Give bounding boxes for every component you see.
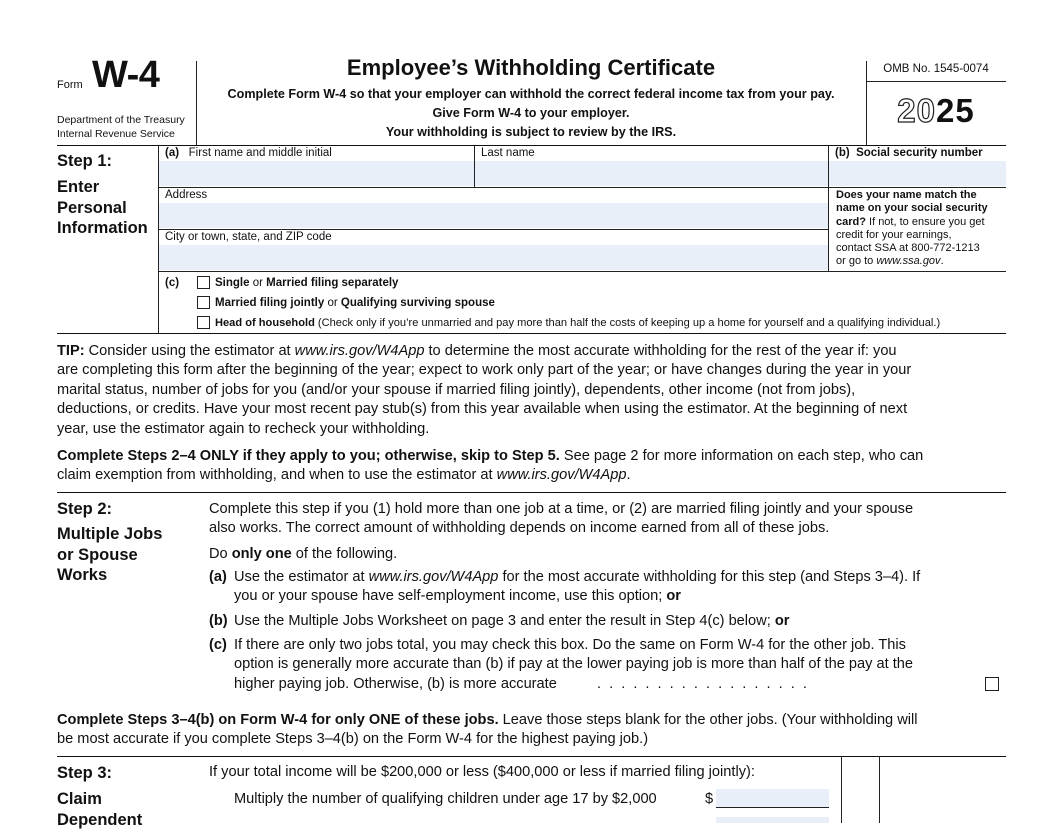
head-of-household-label: Head of household (Check only if you’re unmarried and pay more than half the costs of keeping up a home for yourself and a qualifying individual.) — [215, 317, 941, 329]
option-a-tag: (a) — [209, 569, 227, 585]
option-c-tag: (c) — [209, 637, 227, 653]
form-subtitle-1: Complete Form W-4 so that your employer can withhold the correct federal income tax from your pay. — [227, 87, 835, 101]
option-a-text: Use the estimator at www.irs.gov/W4App for the most accurate withholding for this step (and Steps 3–4). If you or your spouse have self-employment income, use this option; or — [234, 569, 921, 605]
last-name-input[interactable] — [475, 161, 828, 186]
department-name: Department of the Treasury — [57, 114, 185, 126]
address-input[interactable] — [159, 203, 828, 228]
estimator-link[interactable]: www.irs.gov/W4App — [294, 343, 425, 359]
leader-dots: . . . . . . . . . . . . . . . . . . — [597, 676, 809, 692]
omb-number: OMB No. 1545-0074 — [883, 63, 989, 75]
option-c-text: If there are only two jobs total, you may check this box. Do the same on Form W-4 for the other job. This option is generally more accurate than (b) if pay at the lower paying job is more than half of the pay at the higher paying job. Otherwise, (b) is more accurate — [234, 637, 913, 692]
head-of-household-checkbox[interactable] — [197, 316, 210, 329]
form-label: Form — [57, 79, 83, 91]
single-checkbox[interactable] — [197, 276, 210, 289]
tax-year-solid: 25 — [936, 92, 975, 129]
complete-steps-3-4-note: Complete Steps 3–4(b) on Form W-4 for only ONE of these jobs. Leave those steps blank for the other jobs. (Your withholding will be most accurate if you complete Steps 3–4(b) on the Form W-4 for the highest paying job.) — [57, 712, 918, 748]
qualifying-children-label: Multiply the number of qualifying children under age 17 by $2,000 — [234, 791, 657, 807]
step3-intro: If your total income will be $200,000 or less ($400,000 or less if married filing jointly): — [209, 764, 755, 780]
ssn-label: (b) Social security number — [835, 147, 983, 159]
tax-year-outline: 20 — [897, 92, 936, 129]
form-title: Employee’s Withholding Certificate — [346, 55, 716, 80]
tax-year — [866, 92, 1006, 130]
filing-status-tag: (c) — [165, 277, 180, 289]
form-number: W-4 — [92, 54, 160, 96]
step2-title: Multiple Jobs or Spouse Works — [57, 525, 163, 584]
two-jobs-checkbox[interactable] — [985, 677, 999, 691]
step2-intro: Complete this step if you (1) hold more than one job at a time, or (2) are married filing jointly and your spouse also works. The correct amount of withholding depends on income earned from all of these jobs. — [209, 501, 914, 537]
first-name-label: (a) First name and middle initial — [165, 147, 332, 159]
other-dependents-amount-input[interactable] — [716, 817, 829, 823]
step2-instruction: Do only one of the following. — [209, 546, 398, 562]
address-label: Address — [165, 189, 208, 201]
ssn-input[interactable] — [829, 161, 1006, 186]
form-subtitle-2: Give Form W-4 to your employer. — [432, 106, 630, 120]
step3-title: Claim Dependent — [57, 790, 143, 829]
estimator-link-2[interactable]: www.irs.gov/W4App — [496, 467, 627, 484]
complete-steps-note: Complete Steps 2–4 ONLY if they apply to you; otherwise, skip to Step 5. See page 2 for more information on each step, who can claim exemption from withholding, and when to use the estimator at www.irs.gov/W4App. — [57, 448, 924, 484]
ssa-name-match-note: Does your name match the name on your social security card? If not, to ensure you get credit for your earnings, contact SSA at 800-772-1213 or go to www.ssa.gov. — [836, 189, 988, 268]
agency-name: Internal Revenue Service — [57, 128, 175, 140]
option-b-text: Use the Multiple Jobs Worksheet on page 3 and enter the result in Step 4(c) below; or — [234, 613, 790, 629]
step3-label: Step 3: — [57, 764, 113, 782]
ssa-link[interactable]: www.ssa.gov — [876, 255, 941, 268]
form-subtitle-3: Your withholding is subject to review by the IRS. — [385, 125, 677, 139]
step2-label: Step 2: — [57, 500, 113, 518]
city-state-zip-label: City or town, state, and ZIP code — [165, 231, 332, 243]
dollar-sign: $ — [705, 791, 714, 807]
single-label: Single or Married filing separately — [215, 277, 399, 289]
first-name-input[interactable] — [159, 161, 474, 186]
step1-title: Enter Personal Information — [57, 178, 148, 237]
tip-paragraph: TIP: Consider using the estimator at www.irs.gov/W4App to determine the most accurate withholding for the rest of the year if: you are completing this form after the beginning of the year; expect to work only part of the year; or have changes during the year in your marital status, number of jobs for you (and/or your spouse if married filing jointly), dependents, other income (not from jobs), deductions, or credits. Have your most recent pay stub(s) from this year available when using the estimator. At the beginning of next year, use the estimator again to recheck your withholding. — [57, 343, 912, 437]
qualifying-children-amount-input[interactable] — [716, 789, 829, 808]
option-b-tag: (b) — [209, 613, 228, 629]
estimator-link-3[interactable]: www.irs.gov/W4App — [368, 569, 499, 585]
married-jointly-label: Married filing jointly or Qualifying surviving spouse — [215, 297, 495, 309]
step1-label: Step 1: — [57, 152, 113, 170]
city-state-zip-input[interactable] — [159, 245, 828, 270]
married-jointly-checkbox[interactable] — [197, 296, 210, 309]
last-name-label: Last name — [481, 147, 535, 159]
